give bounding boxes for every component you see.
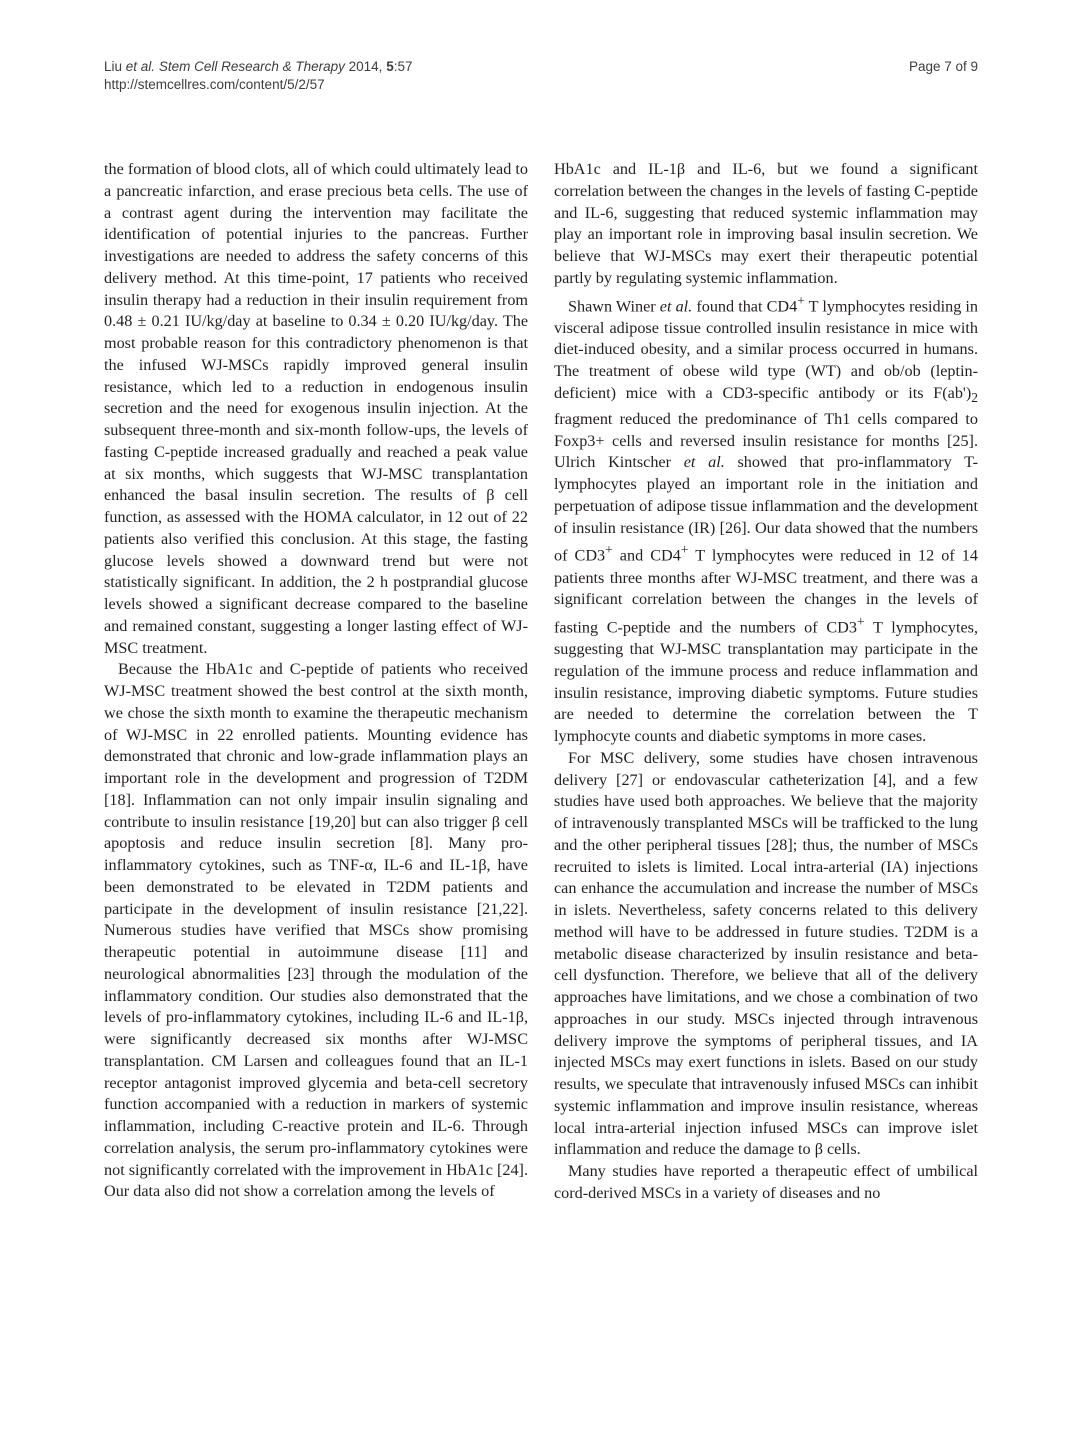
- citation-etal: et al.: [125, 59, 156, 74]
- citation-journal: Stem Cell Research & Therapy: [155, 59, 345, 74]
- body-columns: [104, 159, 978, 1205]
- citation-volume: 5: [386, 59, 394, 74]
- article-url[interactable]: http://stemcellres.com/content/5/2/57: [104, 77, 325, 92]
- paragraph: Because the HbA1c and C-peptide of patients who received WJ-MSC treatment showed the best control at the sixth month, we chose the sixth month to examine the therapeutic mechanism of WJ-MSC in 22 enrolled patients. Mounting evidence has demonstrated that chronic and low-grade inflammation plays an important role in the development and progression of T2DM [18]. Inflammation can not only impair insulin signaling and contribute to insulin resistance [19,20] but can also trigger β cell apoptosis and reduce insulin secretion [8]. Many pro-inflammatory cytokines, such as TNF-α, IL-6 and IL-1β, have been demonstrated to be elevated in T2DM patients and participate in the development of insulin resistance [21,22]. Numerous studies have verified that MSCs show promising therapeutic potential in autoimmune disease [11] and neurological abnormalities [23] through the modulation of the inflammatory condition. Our studies also demonstrated that the levels of pro-inflammatory cytokines, including IL-6 and IL-1β, were significantly decreased six months after WJ-MSC transplantation. CM Larsen and colleagues found that an IL-1 receptor antagonist improved glycemia and beta-cell secretory function accompanied with a reduction in markers of systemic inflammation, including C-reactive protein and IL-6. Through correlation analysis, the serum pro-inflammatory cytokines were not significantly correlated with the improvement in HbA1c [24]. Our data also did not show a correlation among the levels of: [104, 660, 528, 1201]
- page-number: Page 7 of 9: [908, 59, 978, 74]
- citation-line: [104, 58, 412, 76]
- paragraph: the formation of blood clots, all of which could ultimately lead to a pancreatic infarction, and erase precious beta cells. The use of a contrast agent during the intervention may facilitate the identification of potential injuries to the pancreas. Further investigations are needed to address the safety concerns of this delivery method. At this time-point, 17 patients who received insulin therapy had a reduction in their insulin requirement from 0.48 ± 0.21 IU/kg/day at baseline to 0.34 ± 0.20 IU/kg/day. The most probable reason for this contradictory phenomenon is that the infused WJ-MSCs rapidly improved general insulin resistance, which led to a reduction in endogenous insulin secretion and the need for exogenous insulin injection. At the subsequent three-month and six-month follow-ups, the levels of fasting C-peptide increased gradually and reached a peak value at six months, which suggests that WJ-MSC transplantation enhanced the basal insulin secretion. The results of β cell function, as assessed with the HOMA calculator, in 12 out of 22 patients also verified this conclusion. At this stage, the fasting glucose levels showed a downward trend but were not statistically significant. In addition, the 2 h postprandial glucose levels showed a significant decrease compared to the baseline and remained constant, suggesting a longer lasting effect of WJ-MSC treatment.: [104, 160, 528, 657]
- paragraph: Shawn Winer et al. found that CD4+ T lymphocytes residing in visceral adipose tissue controlled insulin resistance in mice with diet-induced obesity, and a similar process occurred in humans. The treatment of obese wild type (WT) and ob/ob (leptin-deficient) mice with a CD3-specific antibody or its $F(ab')_2$ fragment reduced the predominance of Th1 cells compared to Foxp3+ cells and reversed insulin resistance for months [25]. Ulrich Kintscher et al. showed that pro-inflammatory T-lymphocytes played an important role in the initiation and perpetuation of adipose tissue inflammation and the development of insulin resistance (IR) [26]. Our data showed that the numbers of CD3+ and CD4+ T lymphocytes were reduced in 12 of 14 patients three months after WJ-MSC treatment, and there was a significant correlation between the changes in the levels of fasting C-peptide and the numbers of CD3+ T lymphocytes, suggesting that WJ-MSC transplantation may participate in the regulation of the immune process and reduce inflammation and insulin resistance, improving diabetic symptoms. Future studies are needed to determine the correlation between the T lymphocyte counts and diabetic symptoms in more cases.: [554, 292, 979, 746]
- citation-issue: :57: [393, 59, 413, 74]
- paragraph: HbA1c and IL-1β and IL-6, but we found a significant correlation between the changes in the levels of fasting C-peptide and IL-6, suggesting that reduced systemic inflammation may play an important role in improving basal insulin secretion. We believe that WJ-MSCs may exert their therapeutic potential partly by regulating systemic inflammation.: [554, 160, 978, 287]
- left-column: [104, 159, 528, 1205]
- right-column: [554, 159, 978, 1205]
- citation-authors: Liu: [104, 59, 126, 74]
- paragraph: For MSC delivery, some studies have chosen intravenous delivery [27] or endovascular catheterization [4], and a few studies have used both approaches. We believe that the majority of intravenously transplanted MSCs will be trafficked to the lung and the other peripheral tissues [28]; thus, the number of MSCs recruited to islets is limited. Local intra-arterial (IA) injections can enhance the accumulation and increase the number of MSCs in islets. Nevertheless, safety concerns related to this delivery method will have to be addressed in future studies. T2DM is a metabolic disease characterized by insulin resistance and beta-cell dysfunction. Therefore, we believe that all of the delivery approaches have limitations, and we chose a combination of two approaches in our study. MSCs injected through intravenous delivery improve the symptoms of peripheral tissues, and IA injected MSCs may exert functions in islets. Based on our study results, we speculate that intravenously infused MSCs can inhibit systemic inflammation and improve insulin resistance, whereas local intra-arterial injection infused MSCs can improve islet inflammation and reduce the damage to β cells.: [554, 748, 978, 1159]
- running-header: [104, 58, 978, 94]
- citation-year: 2014,: [344, 59, 387, 74]
- paragraph: Many studies have reported a therapeutic effect of umbilical cord-derived MSCs in a variety of diseases and no: [554, 1162, 978, 1202]
- citation-block: [104, 58, 412, 94]
